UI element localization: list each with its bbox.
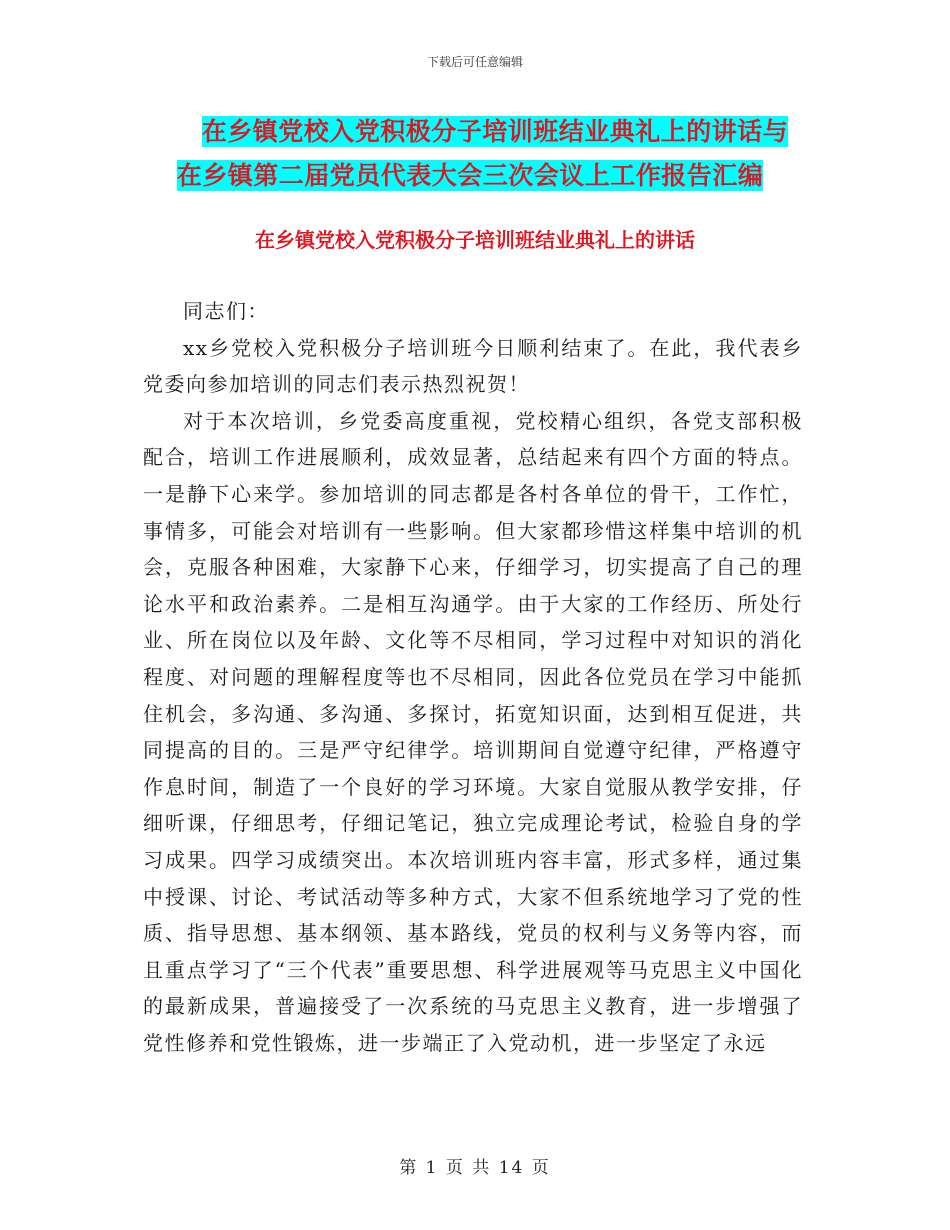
body-paragraph: 对于本次培训，乡党委高度重视，党校精心组织，各党支部积极配合，培训工作进展顺利，成效显著，总结起来有四个方面的特点。一是静下心来学。参加培训的同志都是各村各单位的骨干，工作忙，事情多，可能会对培训有一些影响。但大家都珍惜这样集中培训的机会，克服各种困难，大家静下心来，仔细学习，切实提高了自己的理论水平和政治素养。二是相互沟通学。由于大家的工作经历、所处行业、所在岗位以及年龄、文化等不尽相同，学习过程中对知识的消化程度、对问题的理解程度等也不尽相同，因此各位党员在学习中能抓住机会，多沟通、多沟通、多探讨，拓宽知识面，达到相互促进，共同提高的目的。三是严守纪律学。培训期间自觉遵守纪律，严格遵守作息时间，制造了一个良好的学习环境。大家自觉服从教学安排，仔细听课，仔细思考，仔细记笔记，独立完成理论考试，检验自身的学习成果。四学习成绩突出。本次培训班内容丰富，形式多样，通过集中授课、讨论、考试活动等多种方式，大家不但系统地学习了党的性质、指导思想、基本纲领、基本路线，党员的权利与义务等内容，而且重点学习了“三个代表”重要思想、科学进展观等马克思主义中国化的最新成果，普遍接受了一次系统的马克思主义教育，进一步增强了党性修养和党性锻炼，进一步端正了入党动机，进一步坚定了永远 xyxy=(143,408,803,1055)
body-paragraph: xx乡党校入党积极分子培训班今日顺利结束了。在此，我代表乡党委向参加培训的同志们表示热烈祝贺！ xyxy=(143,335,803,397)
title-highlight: 在乡镇第二届党员代表大会三次会议上工作报告汇编 xyxy=(176,161,764,190)
section-heading: 在乡镇党校入党积极分子培训班结业典礼上的讲话 xyxy=(255,228,695,252)
page-header-note: 下载后可任意编辑 xyxy=(426,55,523,69)
title-highlight: 在乡镇党校入党积极分子培训班结业典礼上的讲话与 xyxy=(201,117,789,146)
document-title-line-2 xyxy=(0,156,950,192)
document-body xyxy=(143,293,803,1061)
page-number-footer: 第 1 页 共 14 页 xyxy=(399,1158,551,1178)
document-title-line-1 xyxy=(0,112,950,148)
salutation: 同志们： xyxy=(183,299,269,323)
